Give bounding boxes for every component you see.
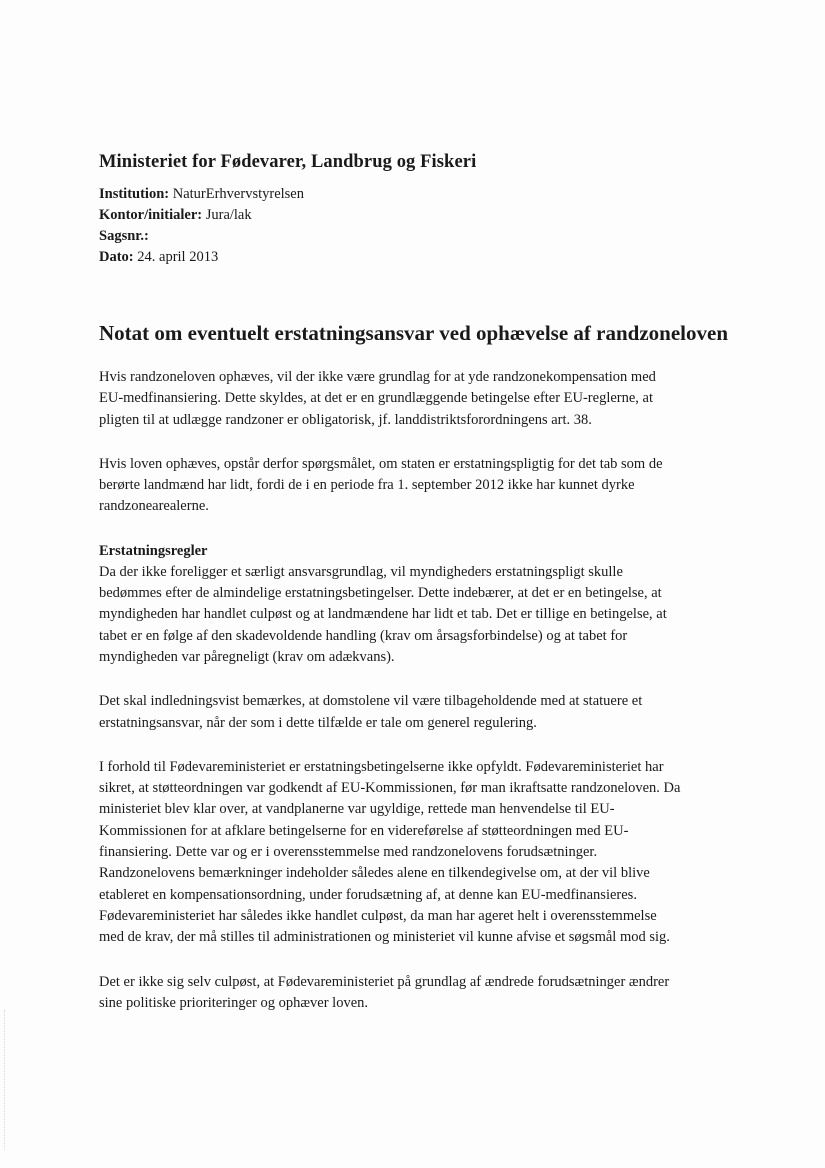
paragraph-section-4: Det er ikke sig selv culpøst, at Fødevareministeriet på grundlag af ændrede forudsætninger ændrer sine politiske prioriteringer og ophæver loven. xyxy=(99,973,670,1011)
paragraph-intro-2: Hvis loven ophæves, opstår derfor spørgsmålet, om staten er erstatningspligtig for det tab som de berørte landmænd har lidt, fordi de i en periode fra 1. september 2012 ikke har kunnet dyrke randzonearealerne. xyxy=(99,455,663,515)
date-line xyxy=(99,247,739,268)
institution-value: NaturErhvervstyrelsen xyxy=(169,186,304,202)
paragraph-section-2: Det skal indledningsvist bemærkes, at domstolene vil være tilbageholdende med at statuere et erstatningsansvar, når der som i dette tilfælde er tale om generel regulering. xyxy=(99,693,643,731)
paragraph-section-1: Da der ikke foreligger et særligt ansvarsgrundlag, vil myndigheders erstatningspligt skulle bedømmes efter de almindelige erstatningsbetingelser. Dette indebærer, at det er en betingelse, at myndigheden har handlet culpøst og at landmændene har lidt et tab. Det er tillige en betingelse, at tabet er en følge af den skadevoldende handling (krav om årsagsforbindelse) og at tabet for myndigheden var påregneligt (krav om adækvans). xyxy=(99,563,667,665)
office-value: Jura/lak xyxy=(202,207,252,223)
date-value: 24. april 2013 xyxy=(133,249,219,265)
office-line xyxy=(99,205,739,226)
section-heading: Erstatningsregler xyxy=(99,542,208,559)
office-label: Kontor/initialer: xyxy=(99,207,203,223)
paragraph-section-3: I forhold til Fødevareministeriet er erstatningsbetingelserne ikke opfyldt. Fødevareministeriet har sikret, at støtteordningen var godkendt af EU-Kommissionen, før man ikraftsatte randzoneloven. Da ministeriet blev klar over, at vandplanerne var ugyldige, rettede man henvendelse til EU- Kommissionen for at afklare betingelserne for en videreførelse af støtteordningen med EU- finansiering. Dette var og er i overensstemmelse med randzonelovens forudsætninger. Randzonelovens bemærkninger indeholder således alene en tilkendegivelse om, at der vil blive etableret en kompensationsordning, under forudsætning af, at denne kan EU-medfinansieres. Fødevareministeriet har således ikke handlet culpøst, da man har ageret helt i overensstemmelse med de krav, der må stilles til administrationen og ministeriet vil kunne afvise et søgsmål mod sig. xyxy=(99,758,681,946)
scan-margin-mark xyxy=(4,1010,9,1150)
institution-line xyxy=(99,184,739,205)
case-number-label: Sagsnr.: xyxy=(99,228,149,244)
institution-label: Institution: xyxy=(99,186,170,202)
document-content xyxy=(99,150,739,1037)
paragraph-intro-1: Hvis randzoneloven ophæves, vil der ikke være grundlag for at yde randzonekompensation med EU-medfinansiering. Dette skyldes, at det er en grundlæggende betingelse efter EU-reglerne, at pligten til at udlægge randzoner er obligatorisk, jf. landdistriktsforordningens art. 38. xyxy=(99,369,656,428)
document-title: Notat om eventuelt erstatningsansvar ved ophævelse af randzoneloven xyxy=(99,321,728,345)
ministry-name: Ministeriet for Fødevarer, Landbrug og Fiskeri xyxy=(99,152,477,172)
case-number-line xyxy=(99,226,739,247)
date-label: Dato: xyxy=(99,249,134,265)
